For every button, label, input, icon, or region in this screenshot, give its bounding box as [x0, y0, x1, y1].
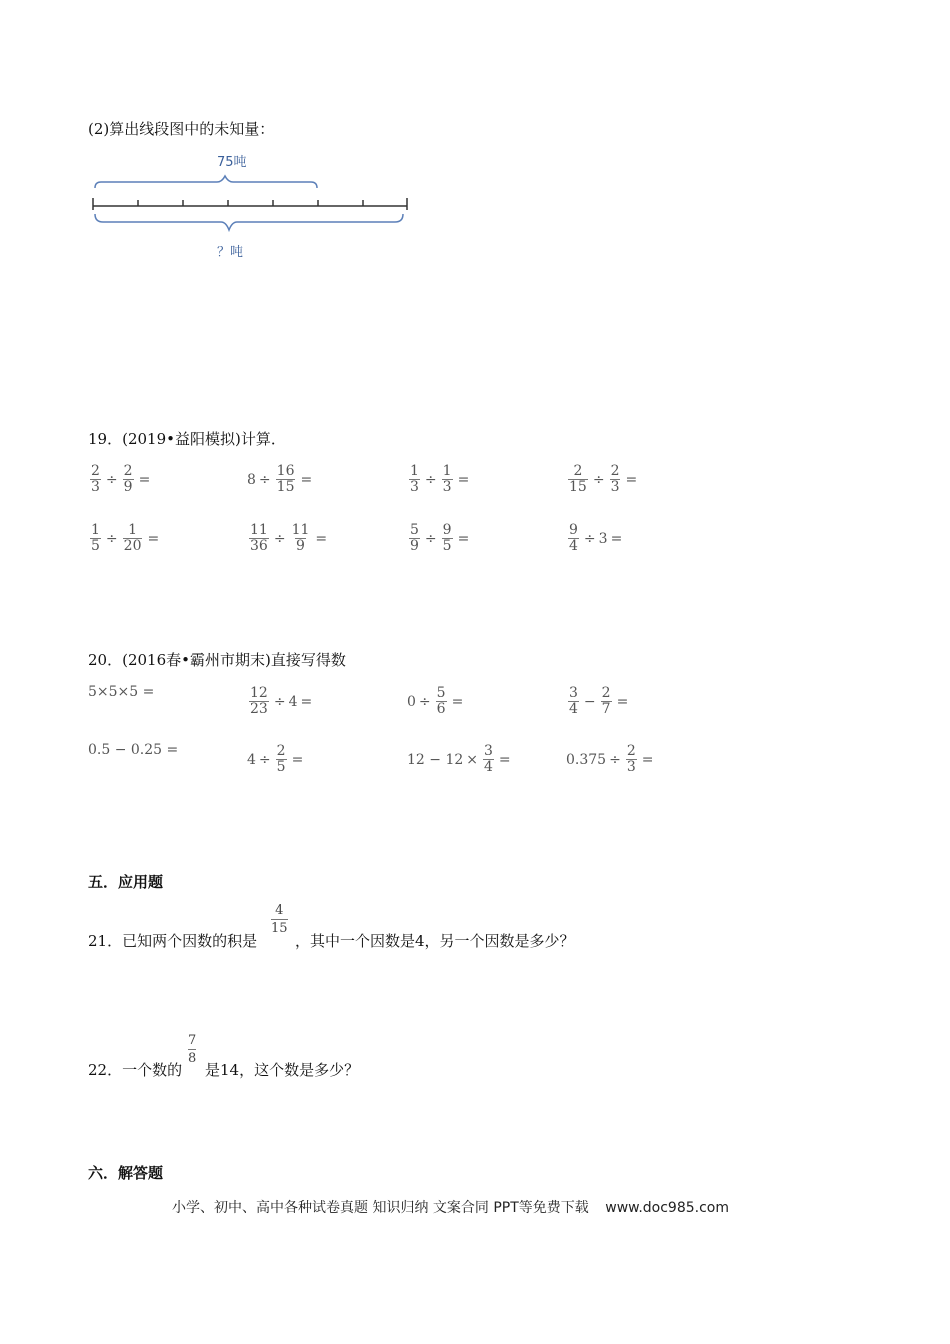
- q19-expr-7: $\frac{5}{9}$ ÷ $\frac{9}{5}$ =: [410, 522, 470, 554]
- top-brace: [95, 176, 317, 188]
- q22-fraction: $\frac{7}{8}$: [188, 1033, 197, 1066]
- q19-expr-2: 8 ÷ $\frac{16}{15}$ =: [247, 463, 313, 495]
- footer-text: 小学、初中、高中各种试卷真题 知识归纳 文案合同 PPT等免费下载: [172, 1200, 589, 1216]
- q20-expr-6: 4 ÷ $\frac{2}{5}$ =: [247, 743, 304, 775]
- footer-url[interactable]: www.doc985.com: [605, 1200, 729, 1216]
- section-5-heading: 五．应用题: [88, 873, 164, 891]
- q20-expr-3: 0 ÷ $\frac{5}{6}$ =: [407, 685, 464, 717]
- q19-title: 19．(2019•益阳模拟)计算．: [88, 430, 286, 448]
- line-segment-diagram: [85, 148, 425, 268]
- q22-text-before: 22．一个数的: [88, 1061, 183, 1079]
- diagram-prompt: (2)算出线段图中的未知量：: [88, 120, 275, 138]
- q20-expr-2: $\frac{12}{23}$ ÷ 4 =: [250, 685, 313, 717]
- q19-expr-8: $\frac{9}{4}$ ÷ 3 =: [569, 522, 623, 554]
- q19-expr-4: $\frac{2}{15}$ ÷ $\frac{2}{3}$ =: [569, 463, 638, 495]
- footer: [172, 1197, 729, 1217]
- bottom-label: ？吨: [217, 245, 244, 260]
- q20-expr-5: 0.5 − 0.25 =: [88, 742, 179, 758]
- q20-expr-1: 5×5×5 =: [88, 684, 155, 700]
- q19-expr-6: $\frac{11}{36}$ ÷ $\frac{11}{9}$ =: [250, 522, 328, 554]
- segment-ticks: [93, 198, 407, 210]
- q21-fraction: $\frac{4}{15}$: [271, 903, 288, 936]
- q19-expr-1: $\frac{2}{3}$ ÷ $\frac{2}{9}$ =: [91, 463, 151, 495]
- q20-expr-7: 12 − 12 × $\frac{3}{4}$ =: [407, 743, 511, 775]
- q20-title: 20．(2016春•霸州市期末)直接写得数: [88, 651, 346, 669]
- bottom-brace: [95, 214, 403, 230]
- q19-expr-5: $\frac{1}{5}$ ÷ $\frac{1}{20}$ =: [91, 522, 160, 554]
- section-6-heading: 六．解答题: [88, 1164, 164, 1182]
- q19-expr-3: $\frac{1}{3}$ ÷ $\frac{1}{3}$ =: [410, 463, 470, 495]
- q22-text-after: 是14，这个数是多少？: [205, 1061, 360, 1079]
- q21-text-after: ，其中一个因数是4，另一个因数是多少？: [295, 932, 575, 950]
- q20-expr-4: $\frac{3}{4}$ − $\frac{2}{7}$ =: [569, 685, 629, 717]
- top-label: 75吨: [217, 155, 247, 170]
- q21-text-before: 21．已知两个因数的积是: [88, 932, 258, 950]
- q20-expr-8: 0.375 ÷ $\frac{2}{3}$ =: [566, 743, 654, 775]
